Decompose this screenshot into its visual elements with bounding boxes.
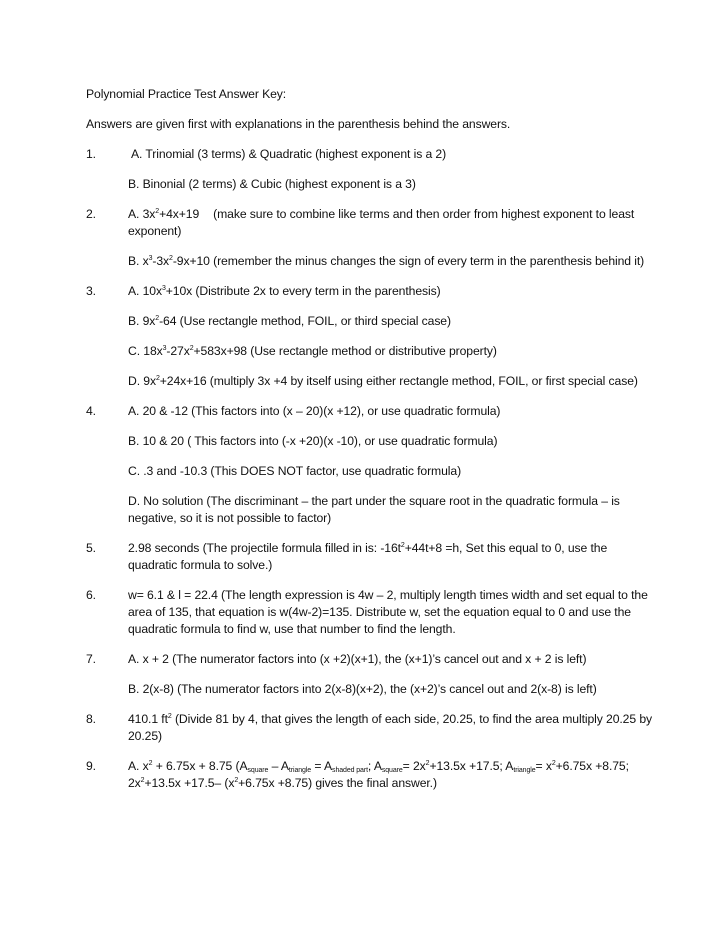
answer-5: [128, 540, 656, 574]
question-6: [86, 587, 656, 638]
question-number: 5.: [86, 541, 96, 555]
intro-text: Answers are given first with explanations in the parenthesis behind the answers.: [86, 117, 511, 131]
answer-text: -27x: [166, 344, 190, 358]
question-4: [86, 403, 656, 527]
exponent: 2: [169, 255, 173, 262]
answer-1b: B. Binonial (2 terms) & Cubic (highest exponent is a 3): [128, 177, 416, 191]
explanation-text: = 2x: [402, 759, 426, 773]
answer-text: + 6.75x + 8.75 (A: [152, 759, 248, 773]
exponent: 2: [155, 208, 160, 215]
answer-7b: B. 2(x-8) (The numerator factors into 2(x-8)(x+2), the (x+2)’s cancel out and 2(x-8) is left): [128, 682, 597, 696]
explanation-text: +13.5x +17.5; A: [429, 759, 514, 773]
document-title: Polynomial Practice Test Answer Key:: [86, 87, 287, 101]
explanation-text: +10x (Distribute 2x to every term in the parenthesis): [165, 284, 441, 298]
answer-3b: [128, 313, 656, 330]
answer-3d: [128, 373, 656, 390]
answer-2a: [128, 206, 656, 240]
answer-7a: A. x + 2 (The numerator factors into (x +2)(x+1), the (x+1)’s cancel out and x + 2 is left): [128, 652, 587, 666]
explanation-text: +583x+98 (Use rectangle method or distributive property): [193, 344, 497, 358]
explanation-text: -9x+10 (remember the minus changes the sign of every term in the parenthesis behind it): [172, 254, 645, 268]
answer-2b: [128, 253, 656, 270]
subscript: triangle: [288, 767, 312, 774]
explanation-text: +6.75x +8.75) gives the final answer.): [238, 776, 437, 790]
answer-6: w= 6.1 & l = 22.4 (The length expression is 4w – 2, multiply length times width and set equal to the area of 135, that equation is w(4w-2)=135. Distribute w, set the equation equal to 0 and use the quadratic formula to find w, use that number to find the length.: [128, 588, 648, 636]
exponent: 2: [189, 345, 194, 352]
subscript: triangle: [513, 767, 536, 774]
explanation-text: = A: [311, 759, 333, 773]
subscript: shaded part: [332, 767, 368, 774]
explanation-text: +13.5x +17.5– (x: [144, 776, 235, 790]
answer-text: B. 9x: [128, 314, 156, 328]
explanation-text: +44t+8 =h, Set this equal to 0, use the quadratic formula to solve.): [128, 541, 608, 572]
explanation-text: +24x+16 (multiply 3x +4 by itself using either rectangle method, FOIL, or first special case): [159, 374, 638, 388]
explanation-text: +6.75x +8.75; 2x: [128, 759, 629, 790]
exponent: 2: [234, 777, 239, 784]
exponent: 2: [155, 315, 160, 322]
exponent: 2: [155, 375, 160, 382]
answer-9: [128, 758, 656, 792]
answer-4d: D. No solution (The discriminant – the part under the square root in the quadratic formula – is negative, so it is not possible to factor): [128, 494, 620, 525]
question-number: 6.: [86, 588, 96, 602]
exponent: 3: [162, 345, 167, 352]
question-8: [86, 711, 656, 745]
exponent: 2: [140, 777, 145, 784]
question-9: [86, 758, 656, 792]
subscript: square: [381, 767, 403, 774]
explanation-text: (Divide 81 by 4, that gives the length of each side, 20.25, to find the area multiply 20.25 by 20.25): [128, 712, 652, 743]
subscript: square: [247, 767, 269, 774]
answer-text: 2.98 seconds (The projectile formula filled in is: -16t: [128, 541, 401, 555]
explanation-text: = x: [535, 759, 552, 773]
question-7: [86, 651, 656, 698]
answer-4b: B. 10 & 20 ( This factors into (-x +20)(x -10), or use quadratic formula): [128, 434, 498, 448]
answer-text: +4x+19: [159, 207, 200, 221]
explanation-text: – A: [268, 759, 289, 773]
question-number: 7.: [86, 652, 96, 666]
exponent: 3: [161, 285, 166, 292]
answer-key-page: [86, 86, 656, 805]
question-1: [86, 146, 656, 193]
exponent: 2: [400, 542, 405, 549]
answer-3a: [128, 283, 656, 300]
question-5: [86, 540, 656, 574]
exponent: 2: [551, 760, 556, 767]
exponent: 2: [167, 713, 172, 720]
answer-text: -3x: [152, 254, 170, 268]
explanation-text: -64 (Use rectangle method, FOIL, or third special case): [159, 314, 451, 328]
exponent: 2: [425, 760, 430, 767]
answer-text: D. 9x: [128, 374, 156, 388]
question-number: 3.: [86, 284, 96, 298]
answer-4a: A. 20 & -12 (This factors into (x – 20)(x +12), or use quadratic formula): [128, 404, 501, 418]
answer-text: A. x: [128, 759, 149, 773]
question-number: 2.: [86, 207, 96, 221]
question-3: [86, 283, 656, 390]
answer-text: A. 3x: [128, 207, 156, 221]
answer-text: B. x: [128, 254, 149, 268]
answer-3c: [128, 343, 656, 360]
exponent: 2: [148, 760, 153, 767]
answer-4c: C. .3 and -10.3 (This DOES NOT factor, use quadratic formula): [128, 464, 462, 478]
explanation-text: ; A: [367, 759, 382, 773]
answer-8: [128, 711, 656, 745]
question-2: [86, 206, 656, 270]
explanation-text: (make sure to combine like terms and then order from highest exponent to least exponent): [128, 207, 635, 238]
question-number: 8.: [86, 712, 96, 726]
answer-text: C. 18x: [128, 344, 163, 358]
answer-text: A. 10x: [128, 284, 162, 298]
question-number: 1.: [86, 147, 96, 161]
answer-text: 410.1 ft: [128, 712, 168, 726]
question-number: 4.: [86, 404, 96, 418]
exponent: 3: [148, 255, 153, 262]
question-number: 9.: [86, 759, 96, 773]
answer-1a: A. Trinomial (3 terms) & Quadratic (highest exponent is a 2): [131, 147, 447, 161]
